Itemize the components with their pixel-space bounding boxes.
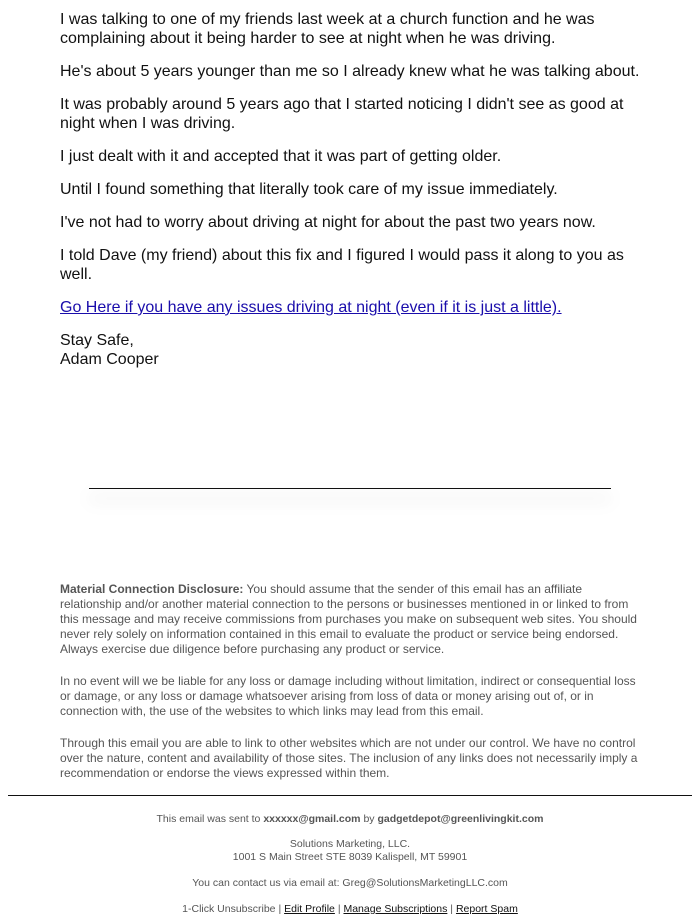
letter-paragraph: I was talking to one of my friends last week at a church function and he was complaining about it being harder to see at night when he was driving.	[60, 11, 595, 47]
cta-paragraph	[60, 298, 650, 317]
sent-to-line	[0, 813, 700, 826]
letter-paragraph: It was probably around 5 years ago that I started noticing I didn't see as good at night when I was driving.	[60, 96, 624, 132]
sent-mid: by	[360, 813, 378, 825]
letter-paragraph: I told Dave (my friend) about this fix and I figured I would pass it along to you as well.	[60, 247, 624, 283]
letter-paragraph: He's about 5 years younger than me so I already knew what he was talking about.	[60, 63, 640, 80]
manage-subscriptions-link[interactable]: Manage Subscriptions	[343, 903, 448, 915]
letter-paragraph: I just dealt with it and accepted that it was part of getting older.	[60, 148, 502, 165]
section-divider	[89, 488, 611, 489]
signature-block	[60, 331, 650, 369]
separator: |	[337, 903, 341, 915]
letter-paragraph: I've not had to worry about driving at night for about the past two years now.	[60, 214, 596, 231]
letter-paragraph: Until I found something that literally took care of my issue immediately.	[60, 181, 558, 198]
external-links-paragraph: Through this email you are able to link to other websites which are not under our control. We have no control over the nature, content and availability of those sites. The inclusion of any links does not necessarily imply a recommendation or endorse the views expressed within them.	[60, 736, 638, 780]
company-name: Solutions Marketing, LLC.	[289, 838, 411, 850]
liability-paragraph: In no event will we be liable for any loss or damage including without limitation, indirect or consequential loss or damage, or any loss or damage whatsoever arising from loss of data or money arising out of, or in connection with, the use of the websites to which links may lead from this email.	[60, 674, 636, 718]
footer-divider	[8, 795, 692, 796]
letter-content	[60, 10, 650, 383]
disclosure-heading: Material Connection Disclosure:	[60, 582, 244, 596]
footer-links	[0, 903, 700, 916]
sender-email: gadgetdepot@greenlivingkit.com	[377, 813, 544, 825]
disclosure-text: You should assume that the sender of this email has an affiliate relationship and/or another material connection to the persons or businesses mentioned in or linked to from this message and may receive commissions from purchases you make on subsequent web sites. You should never rely solely on information contained in this email to evaluate the product or service being endorsed. Always exercise due diligence before purchasing any product or service.	[60, 582, 637, 656]
report-spam-link[interactable]: Report Spam	[455, 903, 518, 915]
sent-prefix: This email was sent to	[156, 813, 264, 825]
separator: |	[278, 903, 282, 915]
signature-name: Adam Cooper	[60, 351, 159, 368]
disclosure-paragraph	[60, 582, 645, 657]
signoff: Stay Safe,	[60, 332, 134, 349]
separator: |	[450, 903, 454, 915]
contact-line: You can contact us via email at: Greg@SolutionsMarketingLLC.com	[192, 877, 508, 889]
unsubscribe-label: 1-Click Unsubscribe	[182, 903, 276, 915]
edit-profile-link[interactable]: Edit Profile	[284, 903, 335, 915]
recipient-email: xxxxxx@gmail.com	[263, 813, 361, 825]
cta-link[interactable]: Go Here if you have any issues driving at night (even if it is just a little).	[60, 299, 562, 316]
company-address: 1001 S Main Street STE 8039 Kalispell, MT 59901	[232, 851, 468, 863]
email-footer	[0, 813, 700, 916]
disclosure-section	[60, 582, 645, 798]
